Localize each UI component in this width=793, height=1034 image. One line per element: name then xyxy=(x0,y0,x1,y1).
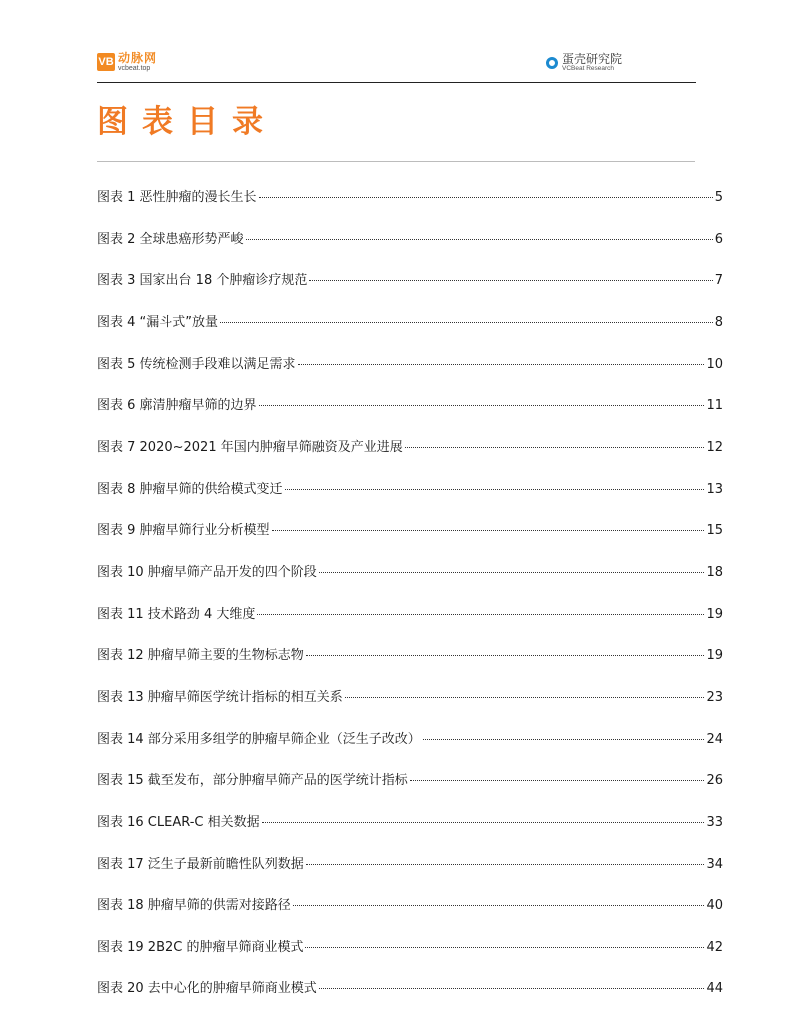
toc-entry-page: 42 xyxy=(706,939,723,955)
toc-entry-page: 40 xyxy=(706,898,723,914)
toc-leader-dots xyxy=(259,197,713,198)
toc-entry[interactable] xyxy=(97,936,723,978)
toc-entry-page: 18 xyxy=(706,564,723,580)
toc-entry-page: 7 xyxy=(714,273,723,289)
toc-entry-page: 24 xyxy=(706,731,723,747)
toc-leader-dots xyxy=(345,697,705,698)
toc-entry[interactable] xyxy=(97,853,723,895)
toc-leader-dots xyxy=(259,405,705,406)
toc-entry[interactable] xyxy=(97,353,723,395)
toc-entry-page: 5 xyxy=(714,190,723,205)
toc-leader-dots xyxy=(306,655,705,656)
toc-entry[interactable] xyxy=(97,894,723,936)
toc-entry-label: 图表 15 截至发布，部分肿瘤早筛产品的医学统计指标 xyxy=(97,773,408,789)
toc-entry[interactable] xyxy=(97,186,723,228)
toc-entry-page: 19 xyxy=(706,606,723,622)
toc-entry-label: 图表 9 肿瘤早筛行业分析模型 xyxy=(97,523,270,539)
toc-leader-dots xyxy=(305,947,704,948)
vb-logo-icon: VB xyxy=(97,53,115,71)
toc-leader-dots xyxy=(220,322,713,323)
toc-entry-label: 图表 12 肿瘤早筛主要的生物标志物 xyxy=(97,648,304,664)
title-divider xyxy=(97,161,695,162)
toc-leader-dots xyxy=(405,447,705,448)
toc-entry[interactable] xyxy=(97,228,723,270)
toc-entry[interactable] xyxy=(97,436,723,478)
toc-leader-dots xyxy=(285,489,705,490)
toc-entry[interactable] xyxy=(97,269,723,311)
toc-entry-label: 图表 2 全球患癌形势严峻 xyxy=(97,231,244,247)
toc-entry[interactable] xyxy=(97,394,723,436)
toc-entry-page: 15 xyxy=(706,523,723,539)
toc-entry-page: 13 xyxy=(706,481,723,497)
toc-entry-label: 图表 17 泛生子最新前瞻性队列数据 xyxy=(97,856,304,872)
toc-entry-label: 图表 7 2020~2021 年国内肿瘤早筛融资及产业进展 xyxy=(97,439,403,455)
toc-leader-dots xyxy=(410,780,705,781)
toc-entry-label: 图表 4 “漏斗式”放量 xyxy=(97,314,219,330)
toc-entry[interactable] xyxy=(97,686,723,728)
toc-entry-label: 图表 3 国家出台 18 个肿瘤诊疗规范 xyxy=(97,273,308,289)
toc-entry[interactable] xyxy=(97,769,723,811)
toc-entry-label: 图表 8 肿瘤早筛的供给模式变迁 xyxy=(97,481,283,497)
vcbeat-logo xyxy=(97,52,157,72)
vcbeat-name: 动脉网 xyxy=(118,51,158,65)
toc-entry-label: 图表 20 去中心化的肿瘤早筛商业模式 xyxy=(97,981,317,997)
toc-entry-label: 图表 5 传统检测手段难以满足需求 xyxy=(97,356,296,372)
toc-entry-page: 6 xyxy=(714,231,723,247)
toc-entry-label: 图表 6 廓清肿瘤早筛的边界 xyxy=(97,398,257,414)
toc-entry-page: 12 xyxy=(706,439,723,455)
research-subtitle: VCBeat Research xyxy=(561,65,615,72)
toc-leader-dots xyxy=(272,530,705,531)
toc-entry-page: 23 xyxy=(706,689,723,705)
toc-entry[interactable] xyxy=(97,811,723,853)
vcbeat-research-logo xyxy=(546,53,622,73)
toc-leader-dots xyxy=(293,905,705,906)
toc-entry[interactable] xyxy=(97,728,723,770)
research-name: 蛋壳研究院 xyxy=(561,52,622,66)
toc-entry-page: 10 xyxy=(706,356,723,372)
toc-entry[interactable] xyxy=(97,519,723,561)
toc-entry-label: 图表 13 肿瘤早筛医学统计指标的相互关系 xyxy=(97,689,343,705)
toc-entry[interactable] xyxy=(97,644,723,686)
toc-leader-dots xyxy=(319,988,705,989)
toc-leader-dots xyxy=(309,280,712,281)
toc-leader-dots xyxy=(262,822,705,823)
toc-leader-dots xyxy=(257,614,704,615)
page-title: 图表目录 xyxy=(97,104,277,140)
toc-entry-page: 26 xyxy=(706,773,723,789)
vcbeat-url: vcbeat.top xyxy=(118,65,151,72)
toc-leader-dots xyxy=(306,864,705,865)
ring-logo-icon xyxy=(546,57,558,69)
toc-entry-label: 图表 1 恶性肿瘤的漫长生长 xyxy=(97,190,257,205)
toc-leader-dots xyxy=(298,364,705,365)
toc-entry-label: 图表 16 CLEAR-C 相关数据 xyxy=(97,814,260,830)
toc-entry[interactable] xyxy=(97,478,723,520)
toc-entry[interactable] xyxy=(97,561,723,603)
toc-entry-page: 11 xyxy=(706,398,723,414)
toc-entry[interactable] xyxy=(97,311,723,353)
toc-entry-page: 19 xyxy=(706,648,723,664)
toc-entry-page: 33 xyxy=(706,814,723,830)
toc-leader-dots xyxy=(246,239,713,240)
toc-entry-label: 图表 19 2B2C 的肿瘤早筛商业模式 xyxy=(97,939,304,955)
toc-leader-dots xyxy=(423,739,705,740)
page-header xyxy=(97,50,696,83)
toc-entry-label: 图表 11 技术路劲 4 大维度 xyxy=(97,606,256,622)
toc-leader-dots xyxy=(319,572,705,573)
toc-entry-page: 8 xyxy=(714,314,723,330)
toc-entry-label: 图表 10 肿瘤早筛产品开发的四个阶段 xyxy=(97,564,317,580)
toc-entry[interactable] xyxy=(97,977,723,1019)
toc-entry-label: 图表 14 部分采用多组学的肿瘤早筛企业（泛生子改改） xyxy=(97,731,421,747)
table-of-figures xyxy=(97,186,723,1019)
toc-entry[interactable] xyxy=(97,603,723,645)
toc-entry-label: 图表 18 肿瘤早筛的供需对接路径 xyxy=(97,898,291,914)
toc-entry-page: 34 xyxy=(706,856,723,872)
toc-entry-page: 44 xyxy=(706,981,723,997)
